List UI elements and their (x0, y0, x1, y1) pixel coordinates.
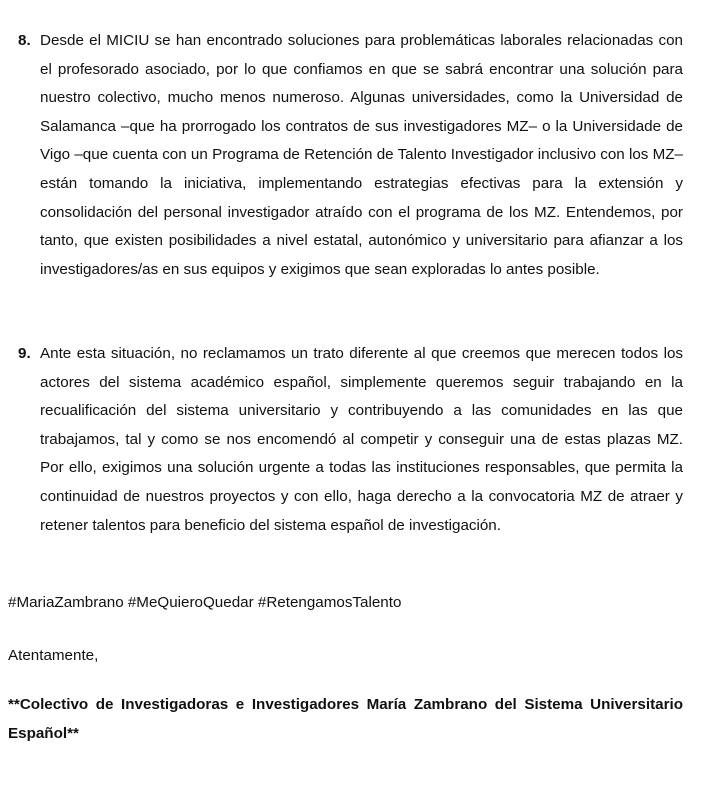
paragraph-number: 8. (18, 32, 31, 49)
numbered-paragraph-9 (18, 340, 683, 540)
signature-block: **Colectivo de Investigadoras e Investigadores María Zambrano del Sistema Universitario Español** (8, 696, 683, 742)
hashtags-line: #MariaZambrano #MeQuieroQuedar #RetengamosTalento (8, 594, 402, 611)
paragraph-text: Desde el MICIU se han encontrado soluciones para problemáticas laborales relacionadas con el profesorado asociado, por lo que confiamos en que se sabrá encontrar una solución para nuestro colectivo, mucho menos numeroso. Algunas universidades, como la Universidad de Salamanca –que ha prorrogado los contratos de sus investigadores MZ– o la Universidade de Vigo –que cuenta con un Programa de Retención de Talento Investigador inclusivo con los MZ– están tomando la iniciativa, implementando estrategias efectivas para la extensión y consolidación del personal investigador atraído con el programa de los MZ. Entendemos, por tanto, que existen posibilidades a nivel estatal, autonómico y universitario para afianzar a los investigadores/as en sus equipos y exigimos que sean exploradas lo antes posible. (40, 32, 683, 278)
paragraph-number: 9. (18, 345, 31, 362)
paragraph-text: Ante esta situación, no reclamamos un trato diferente al que creemos que merecen todos los actores del sistema académico español, simplemente queremos seguir trabajando en la recualificación del sistema universitario y contribuyendo a las comunidades en las que trabajamos, tal y como se nos encomendó al competir y conseguir una de estas plazas MZ. Por ello, exigimos una solución urgente a todas las instituciones responsables, que permita la continuidad de nuestros proyectos y con ello, haga derecho a la convocatoria MZ de atraer y retener talentos para beneficio del sistema español de investigación. (40, 345, 683, 534)
numbered-paragraph-8 (18, 27, 683, 284)
closing-salutation: Atentamente, (8, 647, 99, 664)
